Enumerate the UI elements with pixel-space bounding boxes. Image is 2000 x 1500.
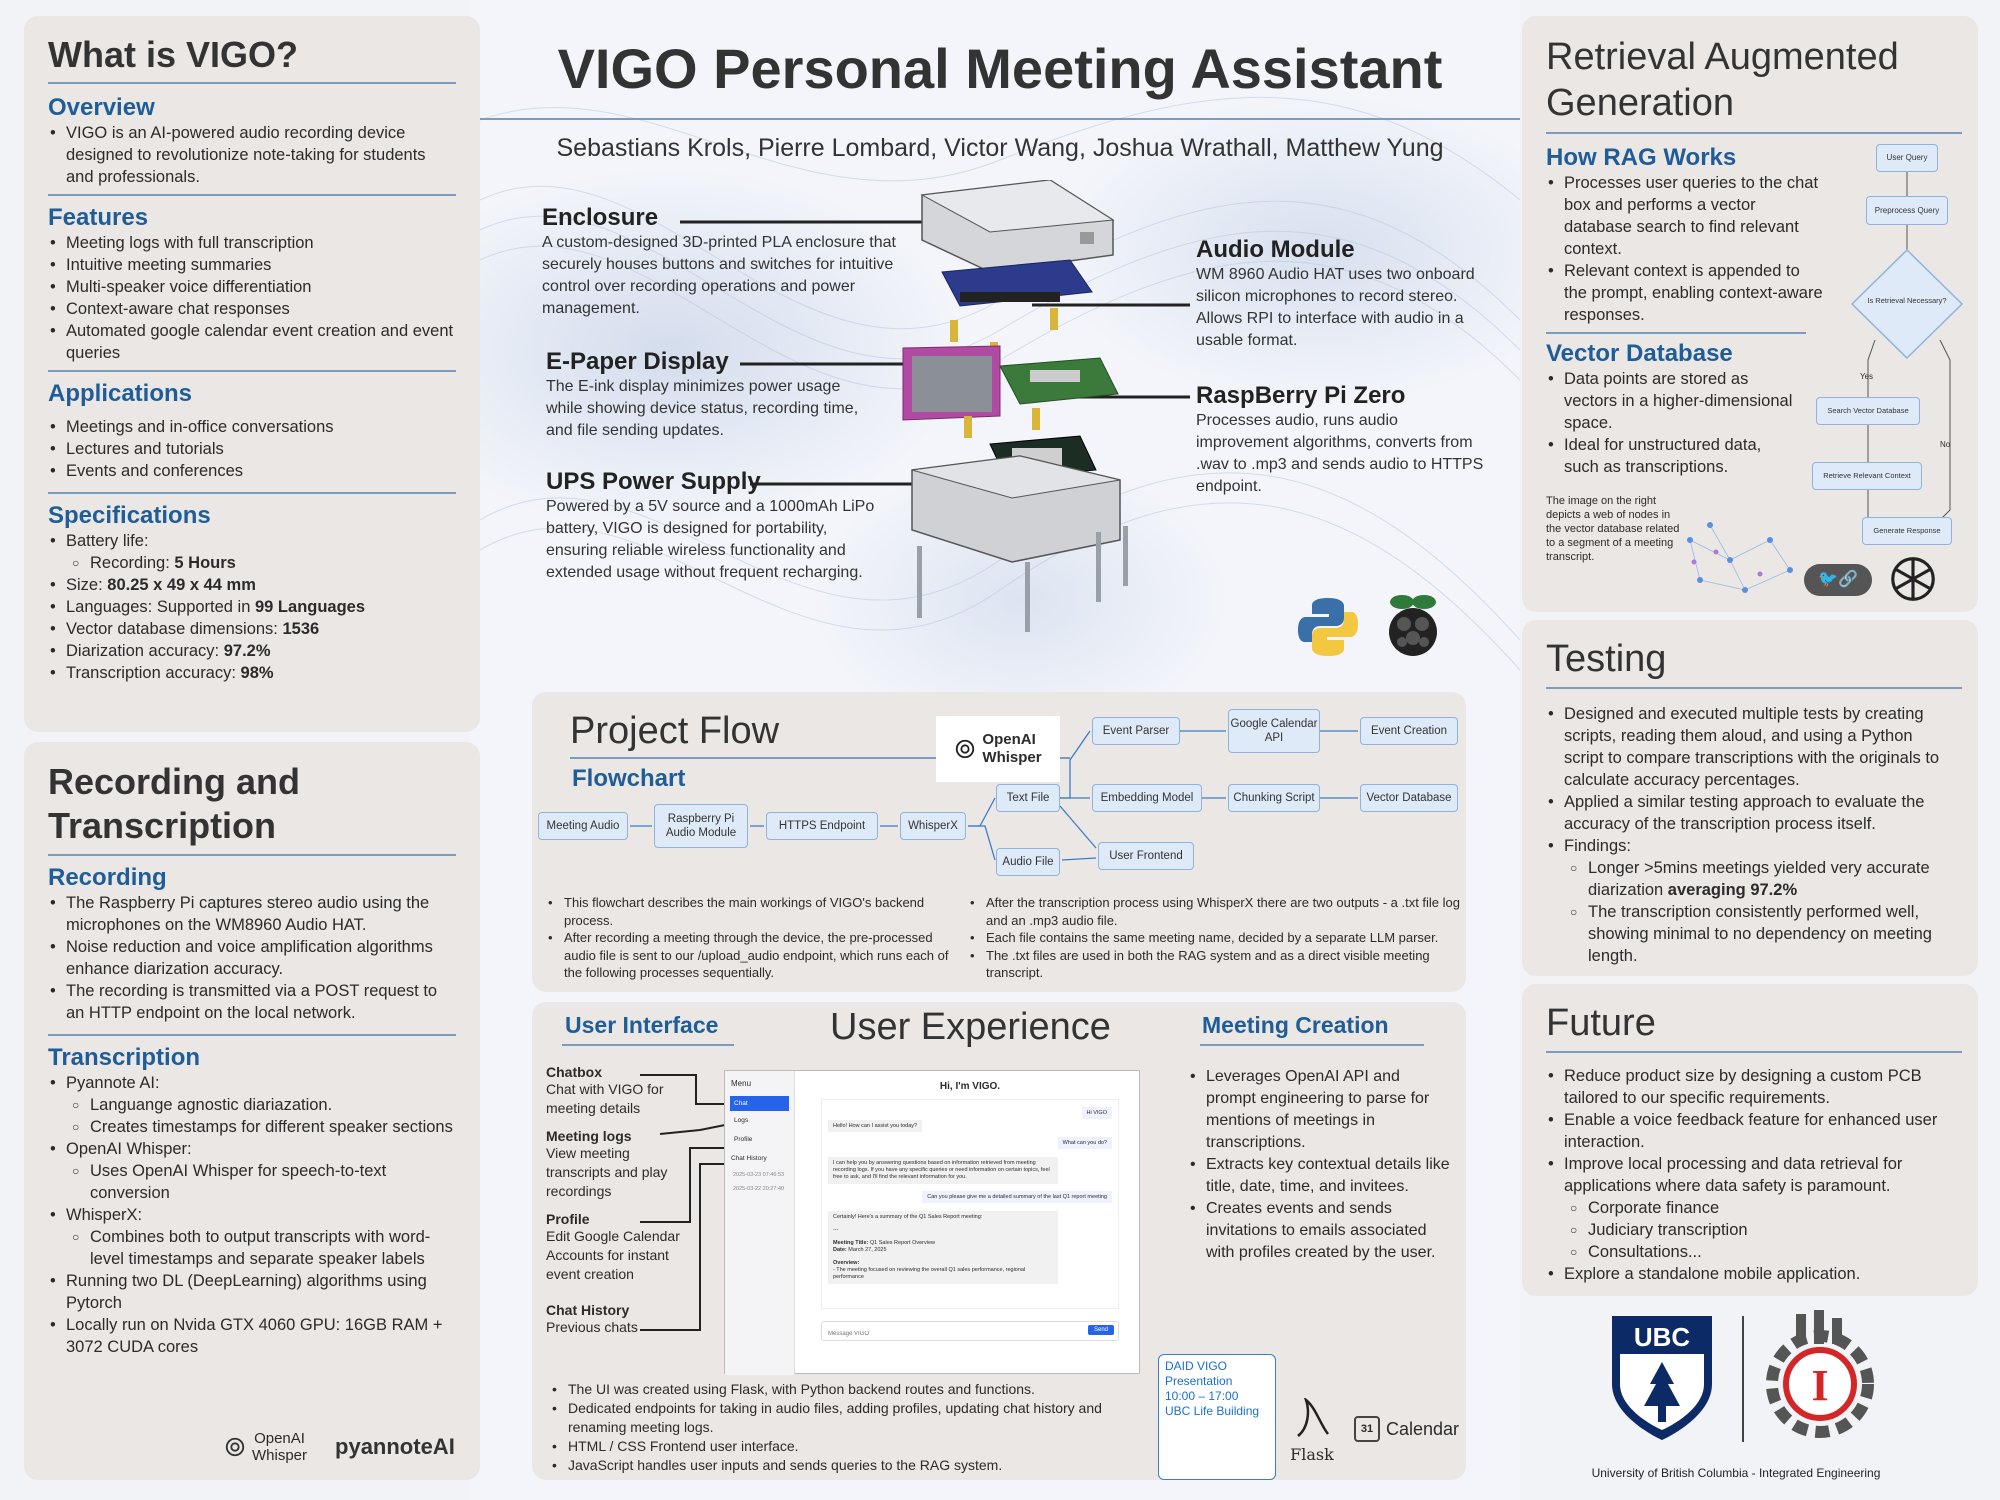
node-text-file: Text File [996, 784, 1060, 812]
list-item: • Meeting logs with full transcription [48, 232, 456, 254]
menu-label: Menu [731, 1079, 752, 1088]
testing-list [1546, 703, 1954, 967]
list-item: • The recording is transmitted via a POST request to an HTTP endpoint on the local network. [48, 980, 456, 1024]
ui-heading: User Interface [565, 1012, 719, 1038]
list-item: • WhisperX: [48, 1204, 456, 1226]
future-list [1546, 1065, 1954, 1285]
ubc-crest-icon [1610, 1314, 1714, 1442]
node-whisperx: WhisperX [900, 812, 966, 840]
list-item: • After the transcription process using WhisperX there are two outputs - a .txt file log and an .mp3 audio file. [968, 894, 1462, 929]
meeting-creation-heading: Meeting Creation [1202, 1012, 1389, 1038]
history-nav-label: Chat History [731, 1155, 767, 1162]
epaper-heading: E-Paper Display [546, 348, 729, 375]
list-item: • The .txt files are used in both the RAG system and as a direct visible meeting transcript. [968, 947, 1462, 982]
list-item: • Processes user queries to the chat box and performs a vector database search to find relevant context. [1546, 172, 1826, 260]
node-embedding-model: Embedding Model [1092, 784, 1202, 812]
history-item[interactable]: 2025-03-22 20:27:40 [733, 1186, 785, 1192]
history-label: Chat History [546, 1302, 630, 1318]
future-heading: Future [1546, 1002, 1656, 1044]
profile-label: Profile [546, 1211, 590, 1227]
calendar-icon: 31 [1354, 1416, 1380, 1442]
testing-heading: Testing [1546, 638, 1667, 680]
integrated-engineering-gear-icon [1766, 1310, 1874, 1442]
list-item: • Relevant context is appended to the prompt, enabling context-aware responses. [1546, 260, 1826, 326]
list-item: • Ideal for unstructured data, such as transcriptions. [1546, 434, 1796, 478]
list-item: • Multi-speaker voice differentiation [48, 276, 456, 298]
logs-nav[interactable]: Logs [734, 1117, 749, 1124]
list-item: ○ Uses OpenAI Whisper for speech-to-text conversion [48, 1160, 456, 1204]
list-item: • Automated google calendar event creation and event queries [48, 320, 456, 364]
list-item: • Creates events and sends invitations to emails associated with profiles created by the user. [1188, 1198, 1450, 1264]
list-item: • Context-aware chat responses [48, 298, 456, 320]
list-item: ○ Languange agnostic diariazation. [48, 1094, 456, 1116]
ups-desc: Powered by a 5V source and a 1000mAh LiPo battery, VIGO is designed for portability, ensuring reliable wireless functionality and extended usage without frequent recharging. [546, 498, 875, 581]
rule [1546, 687, 1962, 689]
google-calendar-logo: 31 Calendar [1354, 1416, 1459, 1442]
list-item: ○ Judiciary transcription [1546, 1219, 1954, 1241]
node-event-parser: Event Parser [1092, 717, 1180, 745]
future-panel [1522, 984, 1978, 1296]
langchain-icon: 🐦🔗 [1804, 564, 1872, 596]
list-item: • Battery life: [48, 530, 456, 552]
send-button[interactable]: Send [1088, 1325, 1114, 1335]
ups-heading: UPS Power Supply [546, 468, 761, 495]
list-item: • The Raspberry Pi captures stereo audio using the microphones on the WM8960 Audio HAT. [48, 892, 456, 936]
openai-icon [1886, 552, 1940, 606]
list-item: ○ The transcription consistently performed well, showing minimal to no dependency on meeting length. [1546, 901, 1954, 967]
rag-yes-label: Yes [1860, 372, 1874, 381]
list-item: ○ Longer >5mins meetings yielded very accurate diarization averaging 97.2% [1546, 857, 1954, 901]
list-item: • Size: 80.25 x 49 x 44 mm [48, 574, 456, 596]
list-item: • Reduce product size by designing a custom PCB tailored to our specific requirements. [1546, 1065, 1954, 1109]
chat-message: I can help you by answering questions based on information retrieved from meeting recording logs. If you have any specific queries or need information on certain topics, feel free to ask, and I'll find the relevant information for you. [828, 1157, 1058, 1184]
rag-node-user-query: User Query [1876, 144, 1938, 172]
list-item: • JavaScript handles user inputs and sends queries to the RAG system. [550, 1456, 1120, 1475]
vector-db-heading: Vector Database [1546, 340, 1733, 367]
node-https-endpoint: HTTPS Endpoint [766, 812, 878, 840]
node-event-creation: Event Creation [1360, 717, 1458, 745]
rpi-desc: Processes audio, runs audio improvement algorithms, converts from .wav to .mp3 and sends audio to HTTPS endpoint. [1196, 412, 1484, 495]
list-item: ○ Recording: 5 Hours [48, 552, 456, 574]
list-item: • Dedicated endpoints for taking in audio files, adding profiles, updating chat history and renaming meeting logs. [550, 1399, 1120, 1437]
openai-whisper-badge: OpenAI Whisper [936, 716, 1060, 782]
logo-divider [1742, 1316, 1744, 1442]
chat-nav[interactable]: Chat [730, 1096, 789, 1111]
flowchart-subheading: Flowchart [572, 765, 686, 792]
rag-node-decision: Is Retrieval Necessary? [1867, 296, 1947, 305]
list-item: • Transcription accuracy: 98% [48, 662, 456, 684]
chatbox-label: Chatbox [546, 1064, 602, 1080]
overview-heading: Overview [48, 94, 155, 121]
footer-caption: University of British Columbia - Integrated Engineering [1591, 1466, 1881, 1480]
rag-node-retrieve: Retrieve Relevant Context [1812, 462, 1922, 490]
list-item: • Pyannote AI: [48, 1072, 456, 1094]
list-item: • Events and conferences [48, 460, 456, 482]
list-item: • VIGO is an AI-powered audio recording device designed to revolutionize note-taking for students and professionals. [48, 122, 456, 188]
rag-node-search: Search Vector Database [1816, 397, 1920, 425]
flask-logo: Flask [1290, 1398, 1334, 1464]
node-user-frontend: User Frontend [1098, 842, 1194, 870]
list-item: • Diarization accuracy: 97.2% [48, 640, 456, 662]
list-item: • OpenAI Whisper: [48, 1138, 456, 1160]
testing-panel [1522, 620, 1978, 976]
audio-desc: WM 8960 Audio HAT uses two onboard silicon microphones to record stereo. Allows RPI to interface with audio in a usable format. [1196, 266, 1475, 349]
list-item: • Enable a voice feedback feature for enhanced user interaction. [1546, 1109, 1954, 1153]
recording-subheading: Recording [48, 864, 167, 891]
node-vector-database: Vector Database [1360, 784, 1458, 812]
logs-desc: View meeting transcripts and play recordings [546, 1145, 668, 1199]
poster-title: VIGO Personal Meeting Assistant [557, 37, 1443, 100]
applications-heading: Applications [48, 380, 193, 407]
list-item: • After recording a meeting through the device, the pre-processed audio file is sent to our /upload_audio endpoint, which runs each of the following processes sequentially. [546, 929, 956, 982]
authors: Sebastians Krols, Pierre Lombard, Victor Wang, Joshua Wrathall, Matthew Yung [556, 134, 1444, 162]
list-item: • This flowchart describes the main workings of VIGO's backend process. [546, 894, 956, 929]
list-item: • Locally run on Nvida GTX 4060 GPU: 16GB RAM + 3072 CUDA cores [48, 1314, 456, 1358]
list-item: • Each file contains the same meeting name, decided by a separate LLM parser. [968, 929, 1462, 947]
chat-summary: Certainly! Here's a summary of the Q1 Sales Report meeting: --- Meeting Title: Q1 Sales Report Overview Date: March 27, 2025 Overview: - The meeting focused on reviewing the overall Q1 sales performance, regional performance [828, 1211, 1058, 1284]
node-google-calendar-api: Google Calendar API [1228, 709, 1320, 753]
specs-heading: Specifications [48, 502, 211, 529]
audio-heading: Audio Module [1196, 236, 1355, 263]
list-item: ○ Creates timestamps for different speaker sections [48, 1116, 456, 1138]
list-item: • The UI was created using Flask, with Python backend routes and functions. [550, 1380, 1120, 1399]
enclosure-heading: Enclosure [542, 204, 659, 231]
chat-message: Hi VIGO [1082, 1107, 1112, 1119]
chat-message: Can you please give me a detailed summary of the last Q1 report meeting [922, 1191, 1112, 1203]
history-desc: Previous chats [546, 1319, 638, 1335]
chat-message: What can you do? [1058, 1137, 1112, 1149]
list-item: • Meetings and in-office conversations [48, 416, 456, 438]
list-item: • Noise reduction and voice amplification algorithms enhance diarization accuracy. [48, 936, 456, 980]
node-chunking-script: Chunking Script [1228, 784, 1320, 812]
list-item: • Data points are stored as vectors in a higher-dimensional space. [1546, 368, 1796, 434]
list-item: ○ Combines both to output transcripts with word-level timestamps and separate speaker labels [48, 1226, 456, 1270]
enclosure-desc: A custom-designed 3D-printed PLA enclosure that securely houses buttons and switches for intuitive control over recording operations and power management. [542, 234, 896, 317]
list-item: • Designed and executed multiple tests by creating scripts, reading them aloud, and using a Python script to compare transcriptions with the originals to calculate accuracy percentages. [1546, 703, 1954, 791]
rag-no-label: No [1940, 440, 1951, 449]
node-meeting-audio: Meeting Audio [538, 812, 628, 840]
ubc-text: UBC [1633, 1322, 1691, 1352]
list-item: ○ Consultations... [1546, 1241, 1954, 1263]
chat-greeting: Hi, I'm VIGO. [939, 1081, 1001, 1092]
features-heading: Features [48, 204, 149, 231]
rag-node-preprocess: Preprocess Query [1866, 196, 1948, 225]
list-item: • Extracts key contextual details like title, date, time, and invitees. [1188, 1154, 1450, 1198]
list-item: • Findings: [1546, 835, 1954, 857]
list-item: • Intuitive meeting summaries [48, 254, 456, 276]
ux-heading: User Experience [830, 1006, 1111, 1048]
pyannote-logo: pyannoteAI [335, 1434, 455, 1459]
node-audio-file: Audio File [996, 848, 1060, 876]
rule [1546, 1051, 1962, 1053]
list-item: • HTML / CSS Frontend user interface. [550, 1437, 1120, 1456]
recording-heading: Recording and Transcription [48, 761, 301, 846]
list-item: ○ Corporate finance [1546, 1197, 1954, 1219]
profile-nav[interactable]: Profile [734, 1136, 753, 1143]
rag-heading: Retrieval Augmented Generation [1546, 36, 1899, 124]
epaper-desc: The E-ink display minimizes power usage while showing device status, recording time, and file sending updates. [546, 378, 859, 439]
list-item: • Lectures and tutorials [48, 438, 456, 460]
chatbox-desc: Chat with VIGO for meeting details [546, 1081, 664, 1116]
logs-label: Meeting logs [546, 1128, 632, 1144]
rag-node-generate: Generate Response [1862, 517, 1952, 545]
transcription-heading: Transcription [48, 1044, 201, 1071]
calendar-event-card[interactable]: DAID VIGO Presentation 10:00 – 17:00 UBC Life Building [1158, 1354, 1276, 1480]
chat-message: Hello! How can I assist you today? [828, 1120, 922, 1132]
how-rag-heading: How RAG Works [1546, 144, 1737, 171]
list-item: • Leverages OpenAI API and prompt engineering to parse for mentions of meetings in transcriptions. [1188, 1066, 1450, 1154]
what-heading: What is VIGO? [48, 34, 299, 75]
list-item: • Vector database dimensions: 1536 [48, 618, 456, 640]
list-item: • Languages: Supported in 99 Languages [48, 596, 456, 618]
history-item[interactable]: 2025-03-23 07:46:53 [733, 1172, 785, 1178]
node-rpi-audio-module: Raspberry Pi Audio Module [654, 804, 748, 848]
rpi-heading: RaspBerry Pi Zero [1196, 382, 1406, 409]
list-item: • Running two DL (DeepLearning) algorithms using Pytorch [48, 1270, 456, 1314]
profile-desc: Edit Google Calendar Accounts for instant event creation [546, 1228, 680, 1282]
vector-caption: The image on the right depicts a web of nodes in the vector database related to a segment of a meeting transcript. [1546, 495, 1680, 563]
list-item: • Explore a standalone mobile application. [1546, 1263, 1954, 1285]
flow-heading: Project Flow [570, 710, 780, 752]
list-item: • Improve local processing and data retrieval for applications where data safety is paramount. [1546, 1153, 1954, 1197]
openai-whisper-logo: OpenAI Whisper [224, 1430, 307, 1464]
list-item: • Applied a similar testing approach to evaluate the accuracy of the transcription process itself. [1546, 791, 1954, 835]
ie-letter: I [1811, 1361, 1829, 1410]
